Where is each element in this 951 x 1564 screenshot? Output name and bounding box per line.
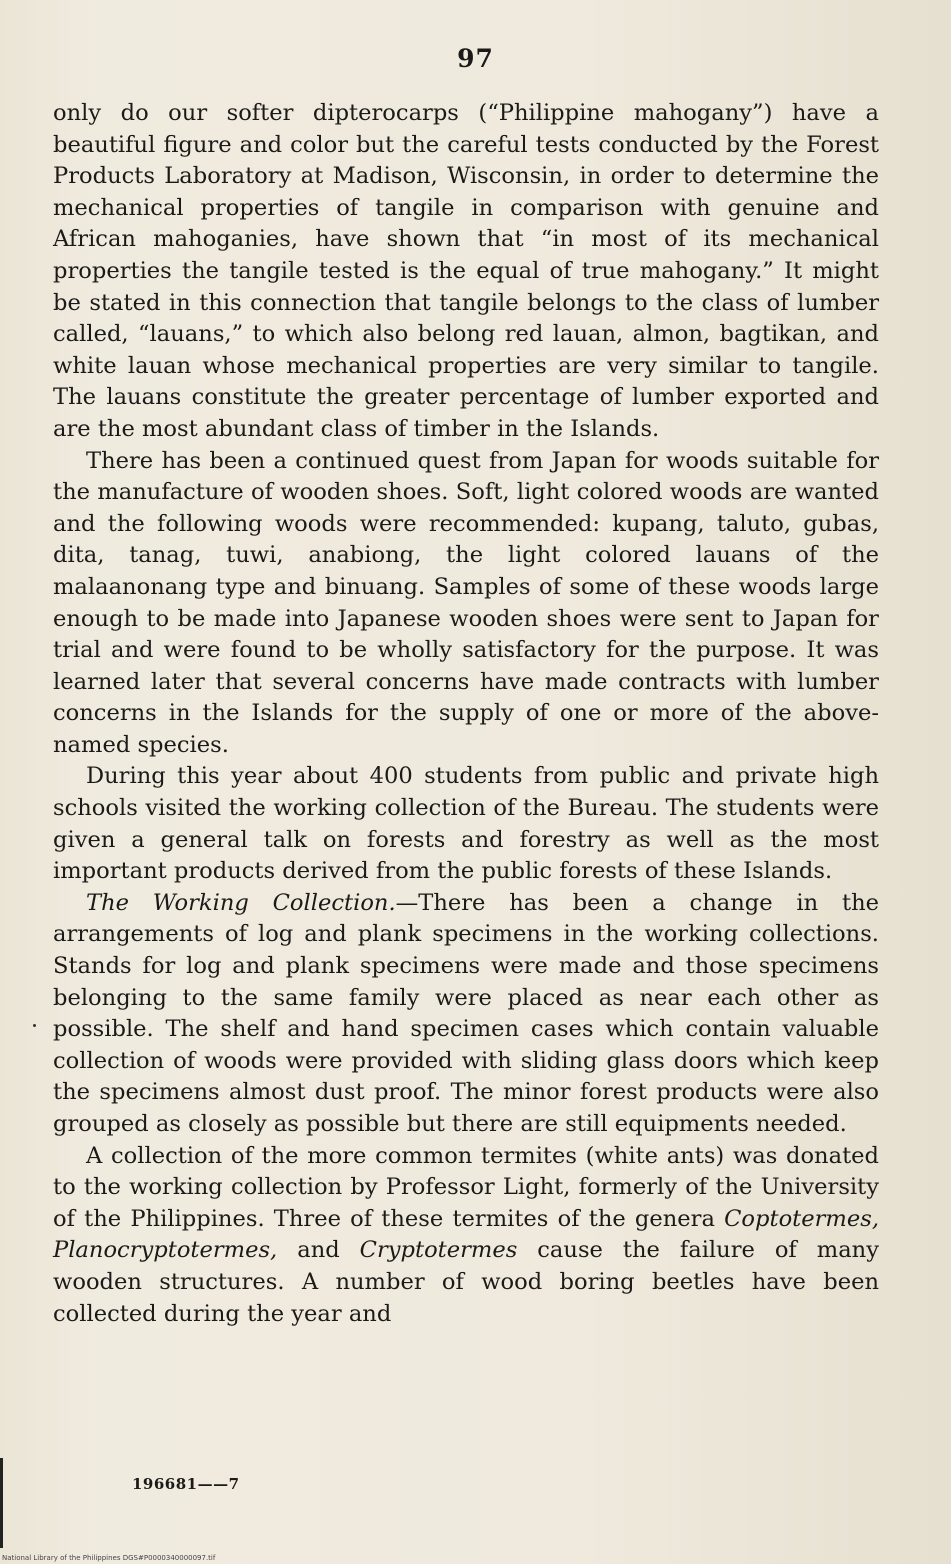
printer-signature: 196681——7 [132, 1475, 240, 1493]
genus-coptotermes: Coptotermes, [724, 1205, 879, 1232]
paragraph-students: During this year about 400 students from public and private high schools visited the working collection of the Bureau. The students were given a general talk on forests and forestry as well as the most important products derived from the public forests of these Islands. [53, 763, 879, 885]
paragraph-working-collection [53, 888, 879, 1141]
page-number: 97 [457, 44, 494, 73]
genus-cryptotermes: Cryptotermes [359, 1237, 518, 1264]
genus-planocryptotermes: Planocryptotermes, [53, 1237, 278, 1264]
termites-text-2: cause the failure of many wooden structures. A number of wood boring beetles have been collected during the year and [53, 1237, 879, 1327]
paragraph-mahogany: only do our softer dipterocarps (“Philippine mahogany”) have a beautiful figure and color but the careful tests conducted by the Forest Products Laboratory at Madison, Wisconsin, in order to determine the mechanical properties of tangile in comparison with genuine and African mahoganies, have shown that “in most of its mechanical properties the tangile tested is the equal of true mahogany.” It might be stated in this connection that tangile belongs to the class of lumber called, “lauans,” to which also belong red lauan, almon, bagtikan, and white lauan whose mechanical properties are very similar to tangile. The lauans constitute the greater percentage of lumber exported and are the most abundant class of timber in the Islands. [53, 100, 879, 442]
termites-separator-2: and [277, 1237, 360, 1264]
margin-speck [33, 1024, 36, 1027]
termites-text-1: A collection of the more common termites (white ants) was donated to the working collection by Professor Light, formerly of the University of the Philippines. Three of these termites of the genera [53, 1142, 879, 1232]
section-heading: The Working Collection. [86, 889, 396, 916]
body-text [53, 98, 879, 1330]
working-collection-text: —There has been a change in the arrangements of log and plank specimens in the working collections. Stands for log and plank specimens were made and those specimens belonging to the same family were placed as near each other as possible. The shelf and hand specimen cases which contain valuable collection of woods were provided with sliding glass doors which keep the specimens almost dust proof. The minor forest products were also grouped as closely as possible but there are still equipments needed. [53, 889, 880, 1137]
paragraph-termites [53, 1141, 879, 1331]
archive-footer: National Library of the Philippines DGS#P0000340000097.tif [2, 1554, 216, 1562]
binding-edge-mark [0, 1458, 3, 1548]
paragraph-wooden-shoes: There has been a continued quest from Japan for woods suitable for the manufacture of wooden shoes. Soft, light colored woods are wanted and the following woods were recommended: kupang, taluto, gubas, dita, tanag, tuwi, anabiong, the light colored lauans of the malaanonang type and binuang. Samples of some of these woods large enough to be made into Japanese wooden shoes were sent to Japan for trial and were found to be wholly satisfactory for the purpose. It was learned later that several concerns have made contracts with lumber concerns in the Islands for the supply of one or more of the above-named species. [53, 447, 879, 758]
